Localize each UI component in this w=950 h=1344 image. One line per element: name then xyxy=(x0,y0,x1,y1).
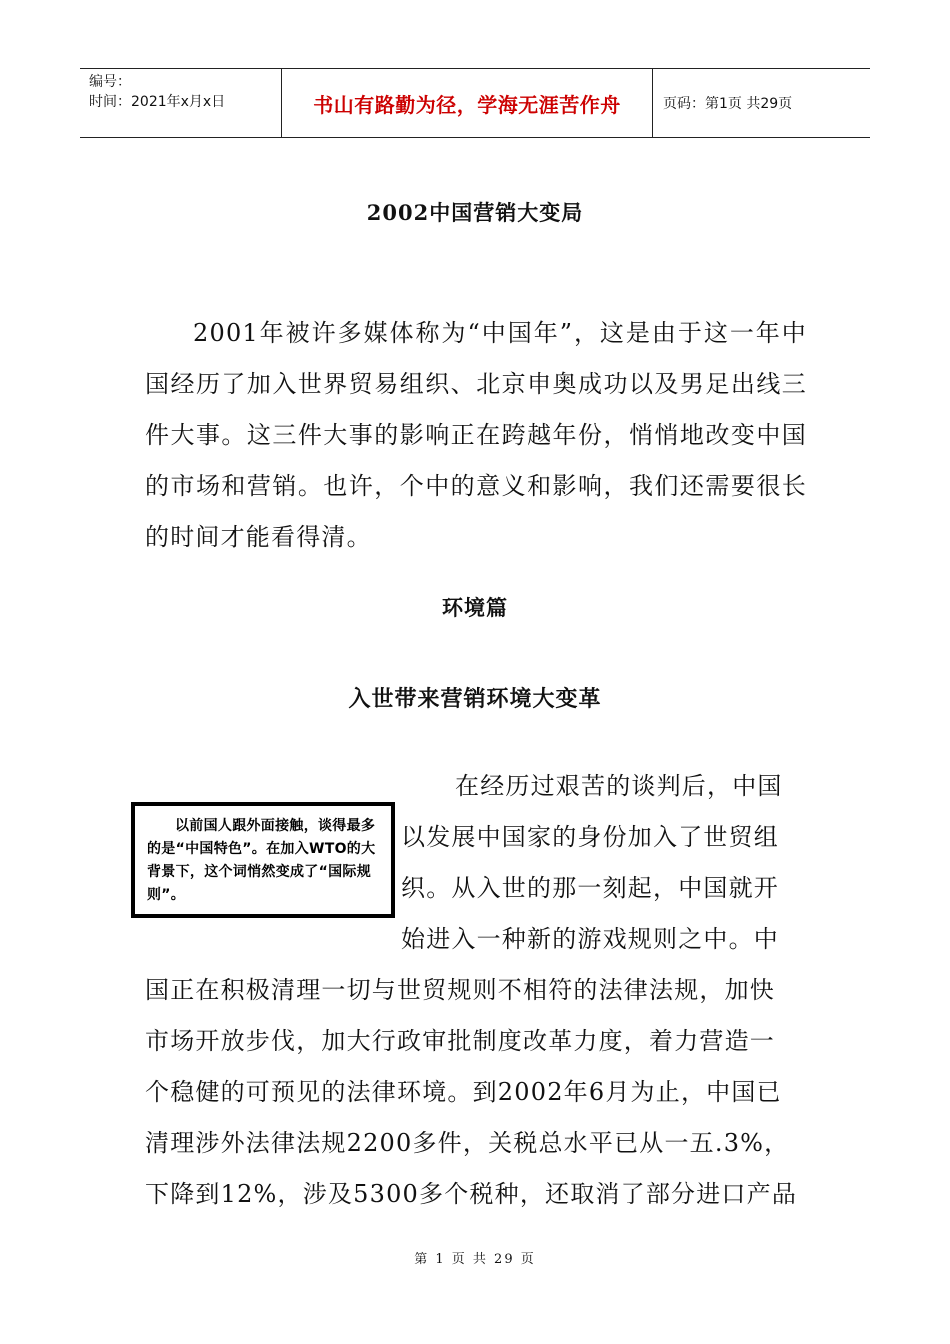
document-header xyxy=(80,68,870,138)
body-line: 以发展中国家的身份加入了世贸组 xyxy=(401,823,779,851)
page-footer: 第 1 页 共 29 页 xyxy=(414,1252,536,1267)
body-line: 织。从入世的那一刻起，中国就开 xyxy=(401,874,779,902)
section-heading: 环境篇 xyxy=(442,595,508,620)
document-date-label: 时间：2021年x月x日 xyxy=(89,94,226,110)
body-line: 清理涉外法律法规2200多件，关税总水平已从一五.3%， xyxy=(145,1129,790,1157)
intro-paragraph: 2001年被许多媒体称为“中国年”，这是由于这一年中国经历了加入世界贸易组织、北京申奥成功以及男足出线三件大事。这三件大事的影响正在跨越年份，悄悄地改变中国的市场和营销。也许，个中的意义和影响，我们还需要很长的时间才能看得清。 xyxy=(145,319,807,551)
header-motto: 书山有路勤为径，学海无涯苦作舟 xyxy=(282,69,653,137)
header-page-label: 页码：第1页 共29页 xyxy=(663,96,793,112)
body-line: 国正在积极清理一切与世贸规则不相符的法律法规，加快 xyxy=(145,976,775,1004)
body-line: 在经历过艰苦的谈判后，中国 xyxy=(455,772,783,800)
document-number-label: 编号： xyxy=(89,74,131,90)
header-meta-cell xyxy=(80,69,282,137)
callout-box: 以前国人跟外面接触，谈得最多的是“中国特色”。在加入WTO的大背景下，这个词悄然变成了“国际规则”。 xyxy=(131,802,395,918)
document-title: 2002中国营销大变局 xyxy=(366,200,584,225)
body-line: 市场开放步伐，加大行政审批制度改革力度，着力营造一 xyxy=(145,1027,775,1055)
body-line: 始进入一种新的游戏规则之中。中 xyxy=(401,925,779,953)
subsection-heading: 入世带来营销环境大变革 xyxy=(348,686,602,712)
body-line: 下降到12%，涉及5300多个税种，还取消了部分进口产品 xyxy=(145,1180,798,1208)
body-line: 个稳健的可预见的法律环境。到2002年6月为止，中国已 xyxy=(145,1078,782,1106)
